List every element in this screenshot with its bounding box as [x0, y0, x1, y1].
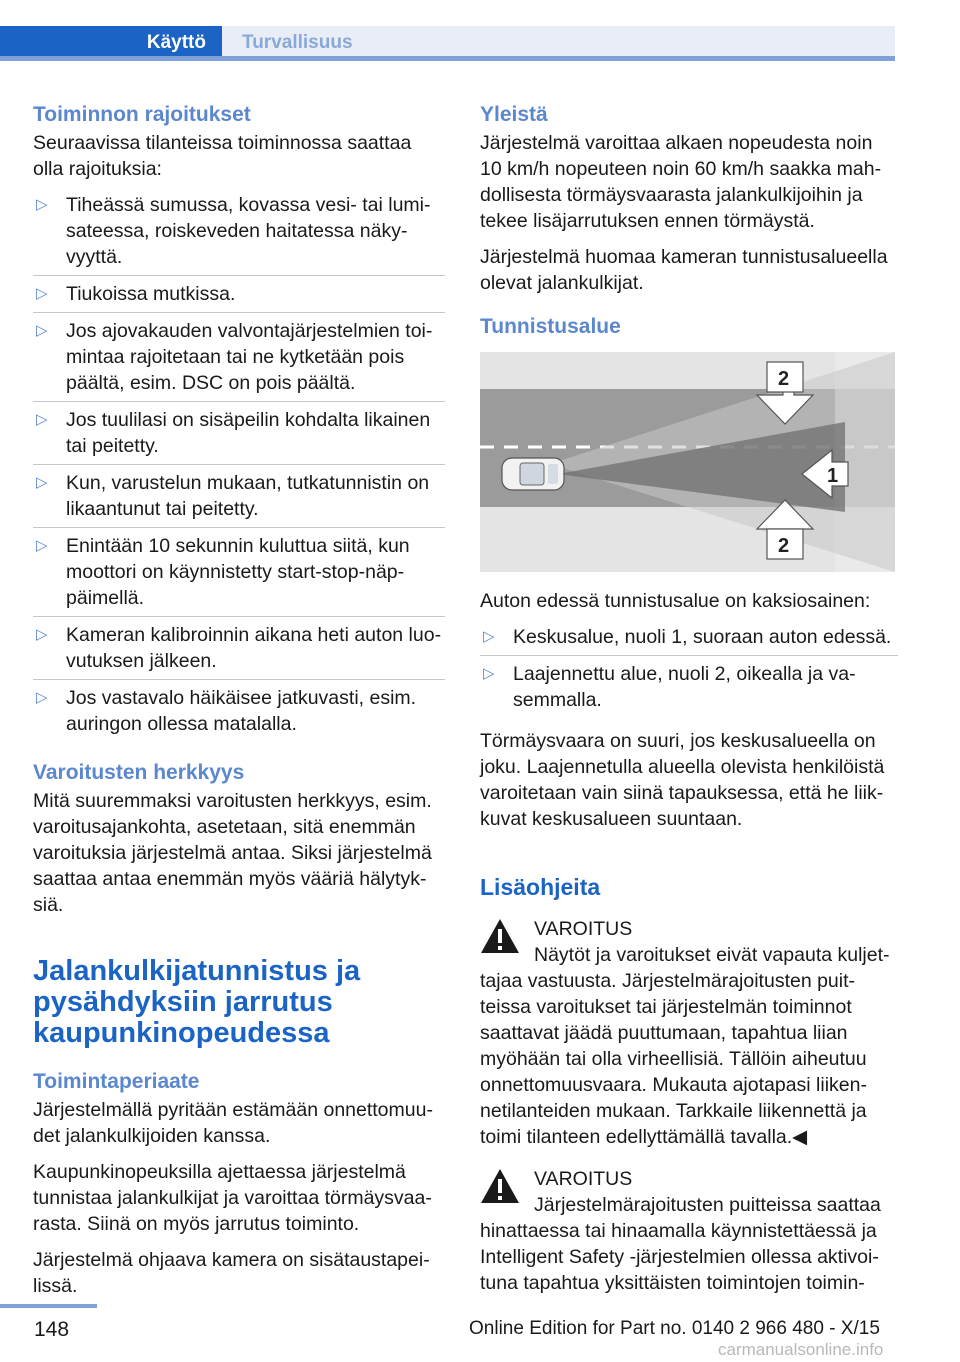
list-item: ▷ Kameran kalibroinnin aikana heti auton luo-vutuksen jälkeen.: [33, 622, 445, 680]
list-item: ▷ Keskusalue, nuoli 1, suoraan auton edessä.: [480, 624, 898, 656]
area-text: Törmäysvaara on suuri, jos keskusalueella on joku. Laajennetulla alueella olevista henkilöistä varoitetaan vain siinä tapauksessa, että he liik-kuvat keskusalueen suuntaan.: [480, 730, 885, 830]
tab-turvallisuus[interactable]: Turvallisuus: [222, 26, 895, 56]
svg-text:2: 2: [778, 368, 790, 390]
warning-triangle-icon: [480, 1168, 520, 1204]
warning-first-line: Järjestelmärajoitusten puitteissa saattaa: [534, 1194, 881, 1216]
list-item: ▷ Enintään 10 sekunnin kuluttua siitä, kun moottori on käynnistetty start-stop-näp-päimellä.: [33, 533, 445, 617]
list-item: ▷ Tiukoissa mutkissa.: [33, 281, 445, 313]
chapter-title: Jalankulkijatunnistus ja pysähdyksiin jarrutus kaupunkinopeudessa: [33, 955, 361, 1049]
list-item: ▷ Jos tuulilasi on sisäpeilin kohdalta likainen tai peitetty.: [33, 407, 445, 465]
warning-text: hinattaessa tai hinaamalla käynnistettäessä ja Intelligent Safety -järjestelmien ollessa aktivoi-tuna tapahtua yksittäisten toimintojen toimin-: [480, 1220, 879, 1294]
general-paragraph: Järjestelmä varoittaa alkaen nopeudesta noin 10 km/h nopeuteen noin 60 km/h saakka mah-dollisesta törmäysvaarasta jalankulkijoihin ja tekee lisäjarrutuksen ennen törmäystä.: [480, 132, 882, 232]
triangle-right-icon: ▷: [483, 628, 495, 645]
general-paragraph: Järjestelmä huomaa kameran tunnistusalueella olevat jalankulkijat.: [480, 246, 888, 294]
sensitivity-text: Mitä suuremmaksi varoitusten herkkyys, esim. varoitusajankohta, asetetaan, sitä enemmän varoituksia järjestelmä antaa. Siksi järjestelmä saattaa antaa enemmän myös vääriä hälytyk-siä.: [33, 790, 432, 916]
detection-heading: Tunnistusalue: [480, 315, 621, 338]
page-number: 148: [34, 1318, 70, 1341]
area-list: [480, 624, 898, 718]
warning-label: VAROITUS: [534, 1168, 633, 1190]
footer-rule: [0, 1304, 97, 1308]
warning-first-line: Näytöt ja varoitukset eivät vapauta kuljet-: [534, 944, 890, 966]
principle-paragraph: Kaupunkinopeuksilla ajettaessa järjestelmä tunnistaa jalankulkijat ja varoittaa törmäysvaa-rasta. Siinä on myös jarrutus toiminto.: [33, 1161, 432, 1235]
triangle-right-icon: ▷: [483, 665, 495, 682]
list-item: ▷ Jos ajovakauden valvontajärjestelmien toi-mintaa rajoitetaan tai ne kytketään pois päältä, esim. DSC on pois päältä.: [33, 318, 445, 402]
header-rule: [0, 56, 895, 61]
general-heading: Yleistä: [480, 103, 548, 126]
limits-intro: Seuraavissa tilanteissa toiminnossa saattaa olla rajoituksia:: [33, 132, 412, 180]
warning-label: VAROITUS: [534, 918, 633, 940]
car-icon: [502, 458, 564, 490]
page-header: [0, 0, 960, 62]
list-item: ▷ Laajennettu alue, nuoli 2, oikealla ja va-semmalla.: [483, 663, 856, 711]
sensitivity-heading: Varoitusten herkkyys: [33, 761, 245, 784]
left-column: [33, 100, 445, 1309]
tab-kaytto[interactable]: Käyttö: [0, 26, 222, 61]
warning-text: tajaa vastuusta. Järjestelmärajoitusten puit-teissa varoitukset tai järjestelmän toiminnot saattavat jäädä puuttumaan, tapahtua liian myöhään tai olla virheellisiä. Tällöin aiheutuu onnettomuusvaara. Mukauta ajotapasi liiken-netilanteiden mukaan. Tarkkaile liikennettä ja toimi tilanteen edellyttämällä tavalla.◀: [480, 970, 867, 1148]
principle-heading: Toimintaperiaate: [33, 1070, 200, 1093]
limits-list: [33, 192, 445, 742]
warning-block: [480, 1166, 898, 1296]
area-intro: Auton edessä tunnistusalue on kaksiosainen:: [480, 590, 871, 612]
online-edition: Online Edition for Part no. 0140 2 966 480 - X/15: [469, 1318, 880, 1339]
triangle-right-icon: ▷: [36, 689, 48, 706]
principle-paragraph: Järjestelmällä pyritään estämään onnettomuu-det jalankulkijoiden kanssa.: [33, 1099, 433, 1147]
principle-paragraph: Järjestelmä ohjaava kamera on sisätaustapei-lissä.: [33, 1249, 430, 1297]
triangle-right-icon: ▷: [36, 474, 48, 491]
warning-block: [480, 916, 898, 1150]
triangle-right-icon: ▷: [36, 411, 48, 428]
list-item: ▷ Kun, varustelun mukaan, tutkatunnistin on likaantunut tai peitetty.: [33, 470, 445, 528]
limits-heading: Toiminnon rajoitukset: [33, 103, 251, 126]
triangle-right-icon: ▷: [36, 322, 48, 339]
right-column: [480, 100, 898, 1306]
watermark: carmanualsonline.info: [718, 1340, 884, 1359]
notes-heading: Lisäohjeita: [480, 874, 601, 900]
detection-area-diagram: [480, 352, 895, 572]
svg-text:2: 2: [778, 535, 790, 557]
triangle-right-icon: ▷: [36, 626, 48, 643]
list-item: ▷ Jos vastavalo häikäisee jatkuvasti, esim. auringon ollessa matalalla.: [36, 687, 417, 735]
triangle-right-icon: ▷: [36, 537, 48, 554]
svg-text:1: 1: [827, 465, 839, 487]
list-item: ▷ Tiheässä sumussa, kovassa vesi- tai lumi-sateessa, roiskeveden haitatessa näky-vyyttä.: [33, 192, 445, 276]
warning-triangle-icon: [480, 918, 520, 954]
triangle-right-icon: ▷: [36, 196, 48, 213]
triangle-right-icon: ▷: [36, 285, 48, 302]
